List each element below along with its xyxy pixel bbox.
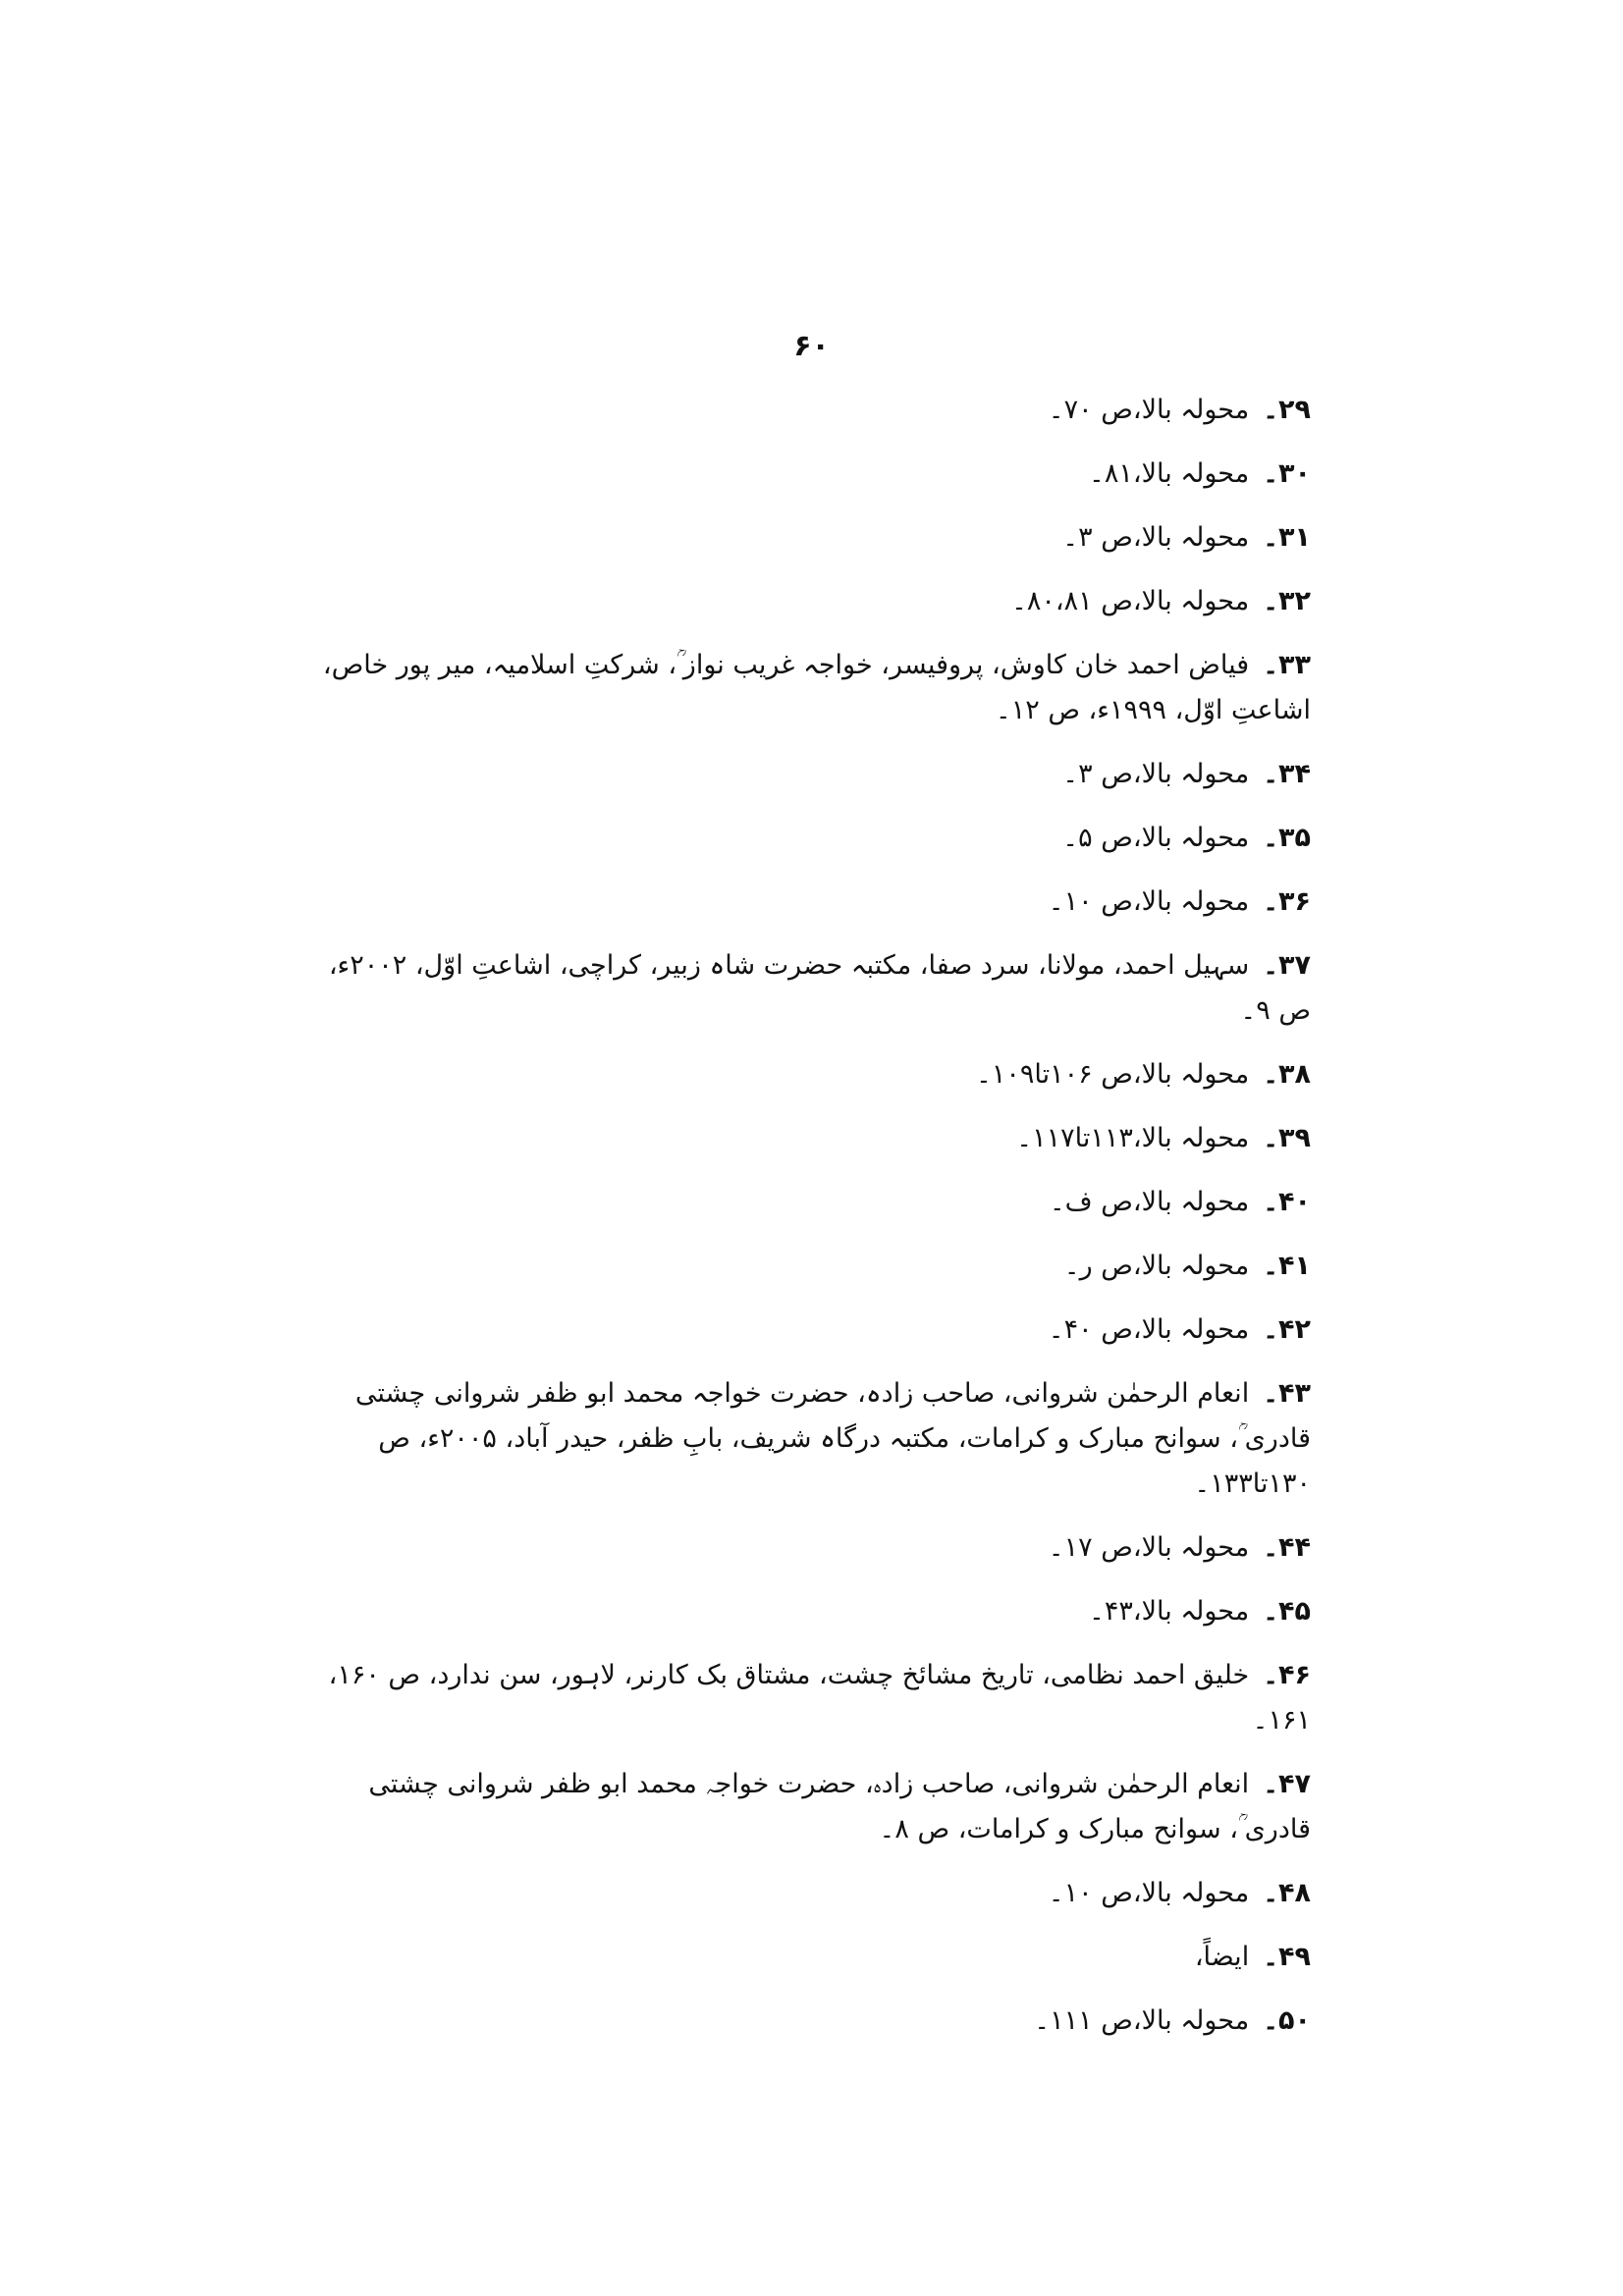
footnote-number: ۳۷۔	[1263, 950, 1311, 981]
footnote-text: محولہ بالا،۸۱۔	[1089, 458, 1250, 489]
footnote-number: ۳۸۔	[1263, 1059, 1311, 1090]
footnote-number: ۳۵۔	[1263, 823, 1311, 853]
footnote-number: ۴۵۔	[1263, 1596, 1311, 1627]
footnote-item	[309, 1653, 1311, 1743]
footnote-number: ۴۸۔	[1263, 1878, 1311, 1908]
footnote-text: محولہ بالا،ص ۷۰۔	[1048, 395, 1250, 425]
footnote-text: محولہ بالا،ص ۸۰،۸۱۔	[1011, 586, 1250, 616]
footnote-text: محولہ بالا،ص ۴۰۔	[1048, 1314, 1250, 1345]
footnote-text: ایضاً،	[1194, 1942, 1250, 1972]
footnote-item	[309, 579, 1311, 624]
footnote-text: محولہ بالا،ص ۱۱۱۔	[1034, 2005, 1250, 2036]
footnote-item	[309, 1935, 1311, 1980]
footnote-number: ۲۹۔	[1263, 395, 1311, 425]
footnote-item	[309, 816, 1311, 861]
footnote-text: محولہ بالا،ص ۱۰۔	[1048, 1878, 1250, 1908]
footnote-number: ۳۶۔	[1263, 886, 1311, 917]
footnote-number: ۴۶۔	[1263, 1660, 1311, 1690]
footnote-text: محولہ بالا،ص ف۔	[1049, 1187, 1250, 1217]
footnote-item	[309, 943, 1311, 1034]
footnote-item	[309, 1244, 1311, 1289]
footnote-text: محولہ بالا،ص ۵۔	[1062, 823, 1250, 853]
footnote-number: ۳۳۔	[1263, 650, 1311, 680]
footnote-text: محولہ بالا،ص ۱۰۔	[1048, 886, 1250, 917]
footnote-item	[309, 1999, 1311, 2044]
footnote-number: ۴۴۔	[1263, 1532, 1311, 1563]
footnote-number: ۴۱۔	[1263, 1251, 1311, 1281]
footnote-item	[309, 643, 1311, 733]
footnote-item	[309, 1589, 1311, 1634]
footnote-text: انعام الرحمٰن شروانی، صاحب زادہ، حضرت خواجہ محمد ابو ظفر شروانی چشتی قادری ؒ، سوانح مبارک و کرامات، ص ۸۔	[368, 1769, 1311, 1844]
footnote-number: ۳۹۔	[1263, 1123, 1311, 1153]
footnote-item	[309, 1180, 1311, 1225]
footnote-item	[309, 752, 1311, 797]
footnote-item	[309, 388, 1311, 433]
footnote-text: محولہ بالا،ص ۳۔	[1062, 759, 1250, 789]
footnote-number: ۴۷۔	[1263, 1769, 1311, 1799]
footnote-number: ۴۰۔	[1263, 1187, 1311, 1217]
page-number: ۶۰	[793, 329, 830, 363]
footnote-item	[309, 1308, 1311, 1353]
footnote-text: سہیل احمد، مولانا، سرد صفا، مکتبہ حضرت شاہ زبیر، کراچی، اشاعتِ اوّل، ۲۰۰۲ء، ص ۹۔	[328, 950, 1311, 1026]
footnote-number: ۴۹۔	[1263, 1942, 1311, 1972]
footnote-text: خلیق احمد نظامی، تاریخ مشائخ چشت، مشتاق بک کارنر، لاہور، سن ندارد، ص ۱۶۰، ۱۶۱۔	[328, 1660, 1311, 1735]
footnotes-list	[309, 388, 1311, 2062]
footnote-number: ۳۴۔	[1263, 759, 1311, 789]
footnote-item	[309, 515, 1311, 561]
footnote-text: فیاض احمد خان کاوش، پروفیسر، خواجہ غریب نواز ؒ، شرکتِ اسلامیہ، میر پور خاص، اشاعتِ اوّل، ۱۹۹۹ء، ص ۱۲۔	[322, 650, 1311, 725]
footnote-item	[309, 452, 1311, 497]
footnote-text: محولہ بالا،ص ۳۔	[1062, 522, 1250, 553]
footnote-number: ۳۲۔	[1263, 586, 1311, 616]
footnote-item	[309, 880, 1311, 925]
footnote-item	[309, 1871, 1311, 1916]
footnote-text: محولہ بالا،ص ر۔	[1063, 1251, 1250, 1281]
footnote-item	[309, 1525, 1311, 1571]
footnote-item	[309, 1371, 1311, 1507]
footnote-text: انعام الرحمٰن شروانی، صاحب زادہ، حضرت خواجہ محمد ابو ظفر شروانی چشتی قادری ؒ، سوانح مبارک و کرامات، مکتبہ درگاہ شریف، بابِ ظفر، حیدر آباد، ۲۰۰۵ء، ص ۱۳۰تا۱۳۳۔	[354, 1378, 1311, 1499]
footnote-item	[309, 1116, 1311, 1161]
footnote-number: ۴۲۔	[1263, 1314, 1311, 1345]
footnote-number: ۳۱۔	[1263, 522, 1311, 553]
footnote-text: محولہ بالا،۴۳۔	[1089, 1596, 1250, 1627]
footnote-number: ۵۰۔	[1263, 2005, 1311, 2036]
footnote-text: محولہ بالا،۱۱۳تا۱۱۷۔	[1016, 1123, 1250, 1153]
footnote-text: محولہ بالا،ص ۱۰۶تا۱۰۹۔	[976, 1059, 1250, 1090]
footnote-text: محولہ بالا،ص ۱۷۔	[1048, 1532, 1250, 1563]
footnote-item	[309, 1052, 1311, 1097]
footnote-number: ۳۰۔	[1263, 458, 1311, 489]
footnote-number: ۴۳۔	[1263, 1378, 1311, 1409]
footnote-item	[309, 1762, 1311, 1852]
